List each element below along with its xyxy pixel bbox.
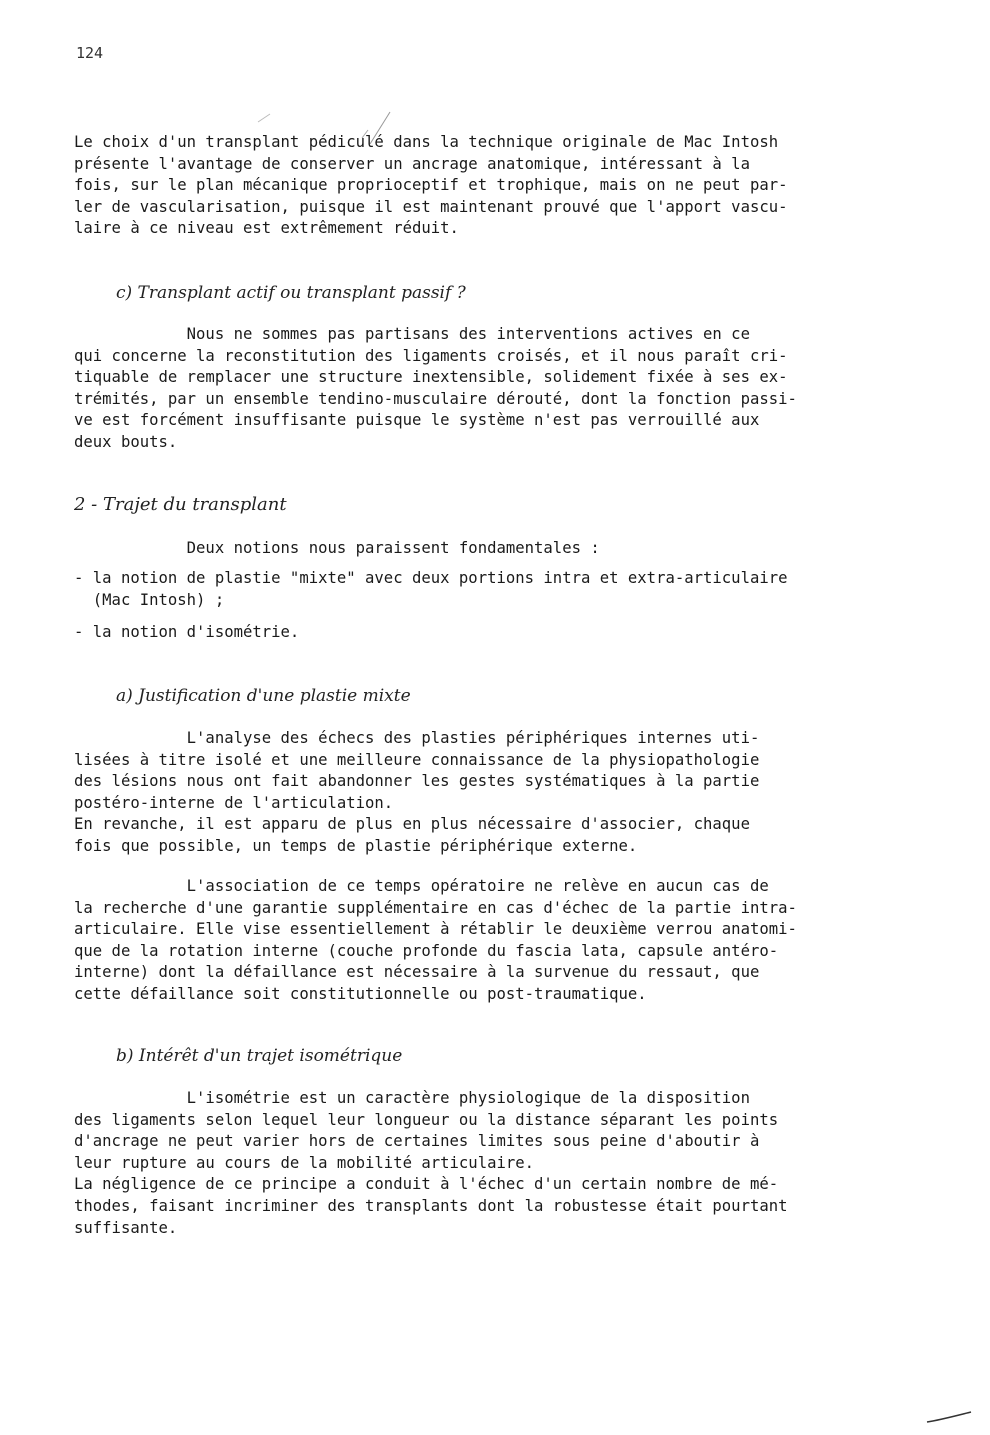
page-number: 124 bbox=[76, 44, 104, 62]
text-line: L'isométrie est un caractère physiologique de la disposition bbox=[74, 1089, 750, 1107]
text-line: articulaire. Elle vise essentiellement à rétablir le deuxième verrou anatomi- bbox=[74, 920, 797, 939]
paragraph-pedicule bbox=[74, 132, 904, 240]
text-line: ler de vascularisation, puisque il est maintenant prouvé que l'apport vascu- bbox=[74, 197, 788, 216]
text-line: thodes, faisant incriminer des transplants dont la robustesse était pourtant bbox=[74, 1196, 788, 1215]
text-line: Deux notions nous paraissent fondamentales : bbox=[74, 539, 600, 557]
text-line: fois, sur le plan mécanique proprioceptif et trophique, mais on ne peut par- bbox=[74, 176, 788, 195]
pen-stroke bbox=[925, 1408, 975, 1428]
text-line: Le choix d'un transplant pédiculé dans la technique originale de Mac Intosh bbox=[74, 133, 779, 151]
heading-plastie-mixte: a) Justification d'une plastie mixte bbox=[116, 686, 411, 706]
text-line: des ligaments selon lequel leur longueur ou la distance séparant les points bbox=[74, 1110, 779, 1129]
paragraph-analyse bbox=[74, 728, 904, 858]
text-line: L'association de ce temps opératoire ne relève en aucun cas de bbox=[74, 877, 769, 895]
list-item-isometrie bbox=[74, 622, 904, 644]
paragraph-association bbox=[74, 876, 904, 1006]
heading-transplant-actif: c) Transplant actif ou transplant passif ? bbox=[116, 283, 466, 303]
text-line: La négligence de ce principe a conduit à l'échec d'un certain nombre de mé- bbox=[74, 1175, 779, 1194]
text-line: (Mac Intosh) ; bbox=[74, 590, 225, 609]
text-line: - la notion d'isométrie. bbox=[74, 623, 300, 641]
heading-trajet: 2 - Trajet du transplant bbox=[74, 494, 287, 515]
text-line: la recherche d'une garantie supplémentaire en cas d'échec de la partie intra- bbox=[74, 898, 797, 917]
text-line: lisées à titre isolé et une meilleure connaissance de la physiopathologie bbox=[74, 750, 760, 769]
text-line: qui concerne la reconstitution des ligaments croisés, et il nous paraît cri- bbox=[74, 346, 788, 365]
heading-trajet-isometrique: b) Intérêt d'un trajet isométrique bbox=[116, 1046, 403, 1066]
text-line: tiquable de remplacer une structure inextensible, solidement fixée à ses ex- bbox=[74, 368, 788, 387]
text-line: En revanche, il est apparu de plus en plus nécessaire d'associer, chaque bbox=[74, 815, 750, 834]
text-line: laire à ce niveau est extrêmement réduit. bbox=[74, 219, 459, 238]
text-line: trémités, par un ensemble tendino-musculaire dérouté, dont la fonction passi- bbox=[74, 389, 797, 408]
text-line: leur rupture au cours de la mobilité articulaire. bbox=[74, 1153, 535, 1172]
paragraph-notions bbox=[74, 538, 904, 560]
text-line: d'ancrage ne peut varier hors de certaines limites sous peine d'aboutir à bbox=[74, 1132, 760, 1151]
text-line: Nous ne sommes pas partisans des interventions actives en ce bbox=[74, 325, 750, 343]
text-line: suffisante. bbox=[74, 1218, 178, 1237]
text-line: présente l'avantage de conserver un ancrage anatomique, intéressant à la bbox=[74, 154, 750, 173]
text-line: postéro-interne de l'articulation. bbox=[74, 793, 394, 812]
text-line: interne) dont la défaillance est nécessaire à la survenue du ressaut, que bbox=[74, 963, 760, 982]
text-line: fois que possible, un temps de plastie périphérique externe. bbox=[74, 836, 638, 855]
text-line: que de la rotation interne (couche profonde du fascia lata, capsule antéro- bbox=[74, 941, 779, 960]
list-item-mixte bbox=[74, 568, 904, 611]
text-line: - la notion de plastie "mixte" avec deux portions intra et extra-articulaire bbox=[74, 569, 788, 587]
paragraph-isometrie bbox=[74, 1088, 904, 1239]
paragraph-interventions bbox=[74, 324, 904, 454]
text-line: deux bouts. bbox=[74, 432, 178, 451]
text-line: ve est forcément insuffisante puisque le système n'est pas verrouillé aux bbox=[74, 411, 760, 430]
text-line: L'analyse des échecs des plasties périphériques internes uti- bbox=[74, 729, 760, 747]
text-line: cette défaillance soit constitutionnelle ou post-traumatique. bbox=[74, 984, 647, 1003]
text-line: des lésions nous ont fait abandonner les gestes systématiques à la partie bbox=[74, 772, 760, 791]
